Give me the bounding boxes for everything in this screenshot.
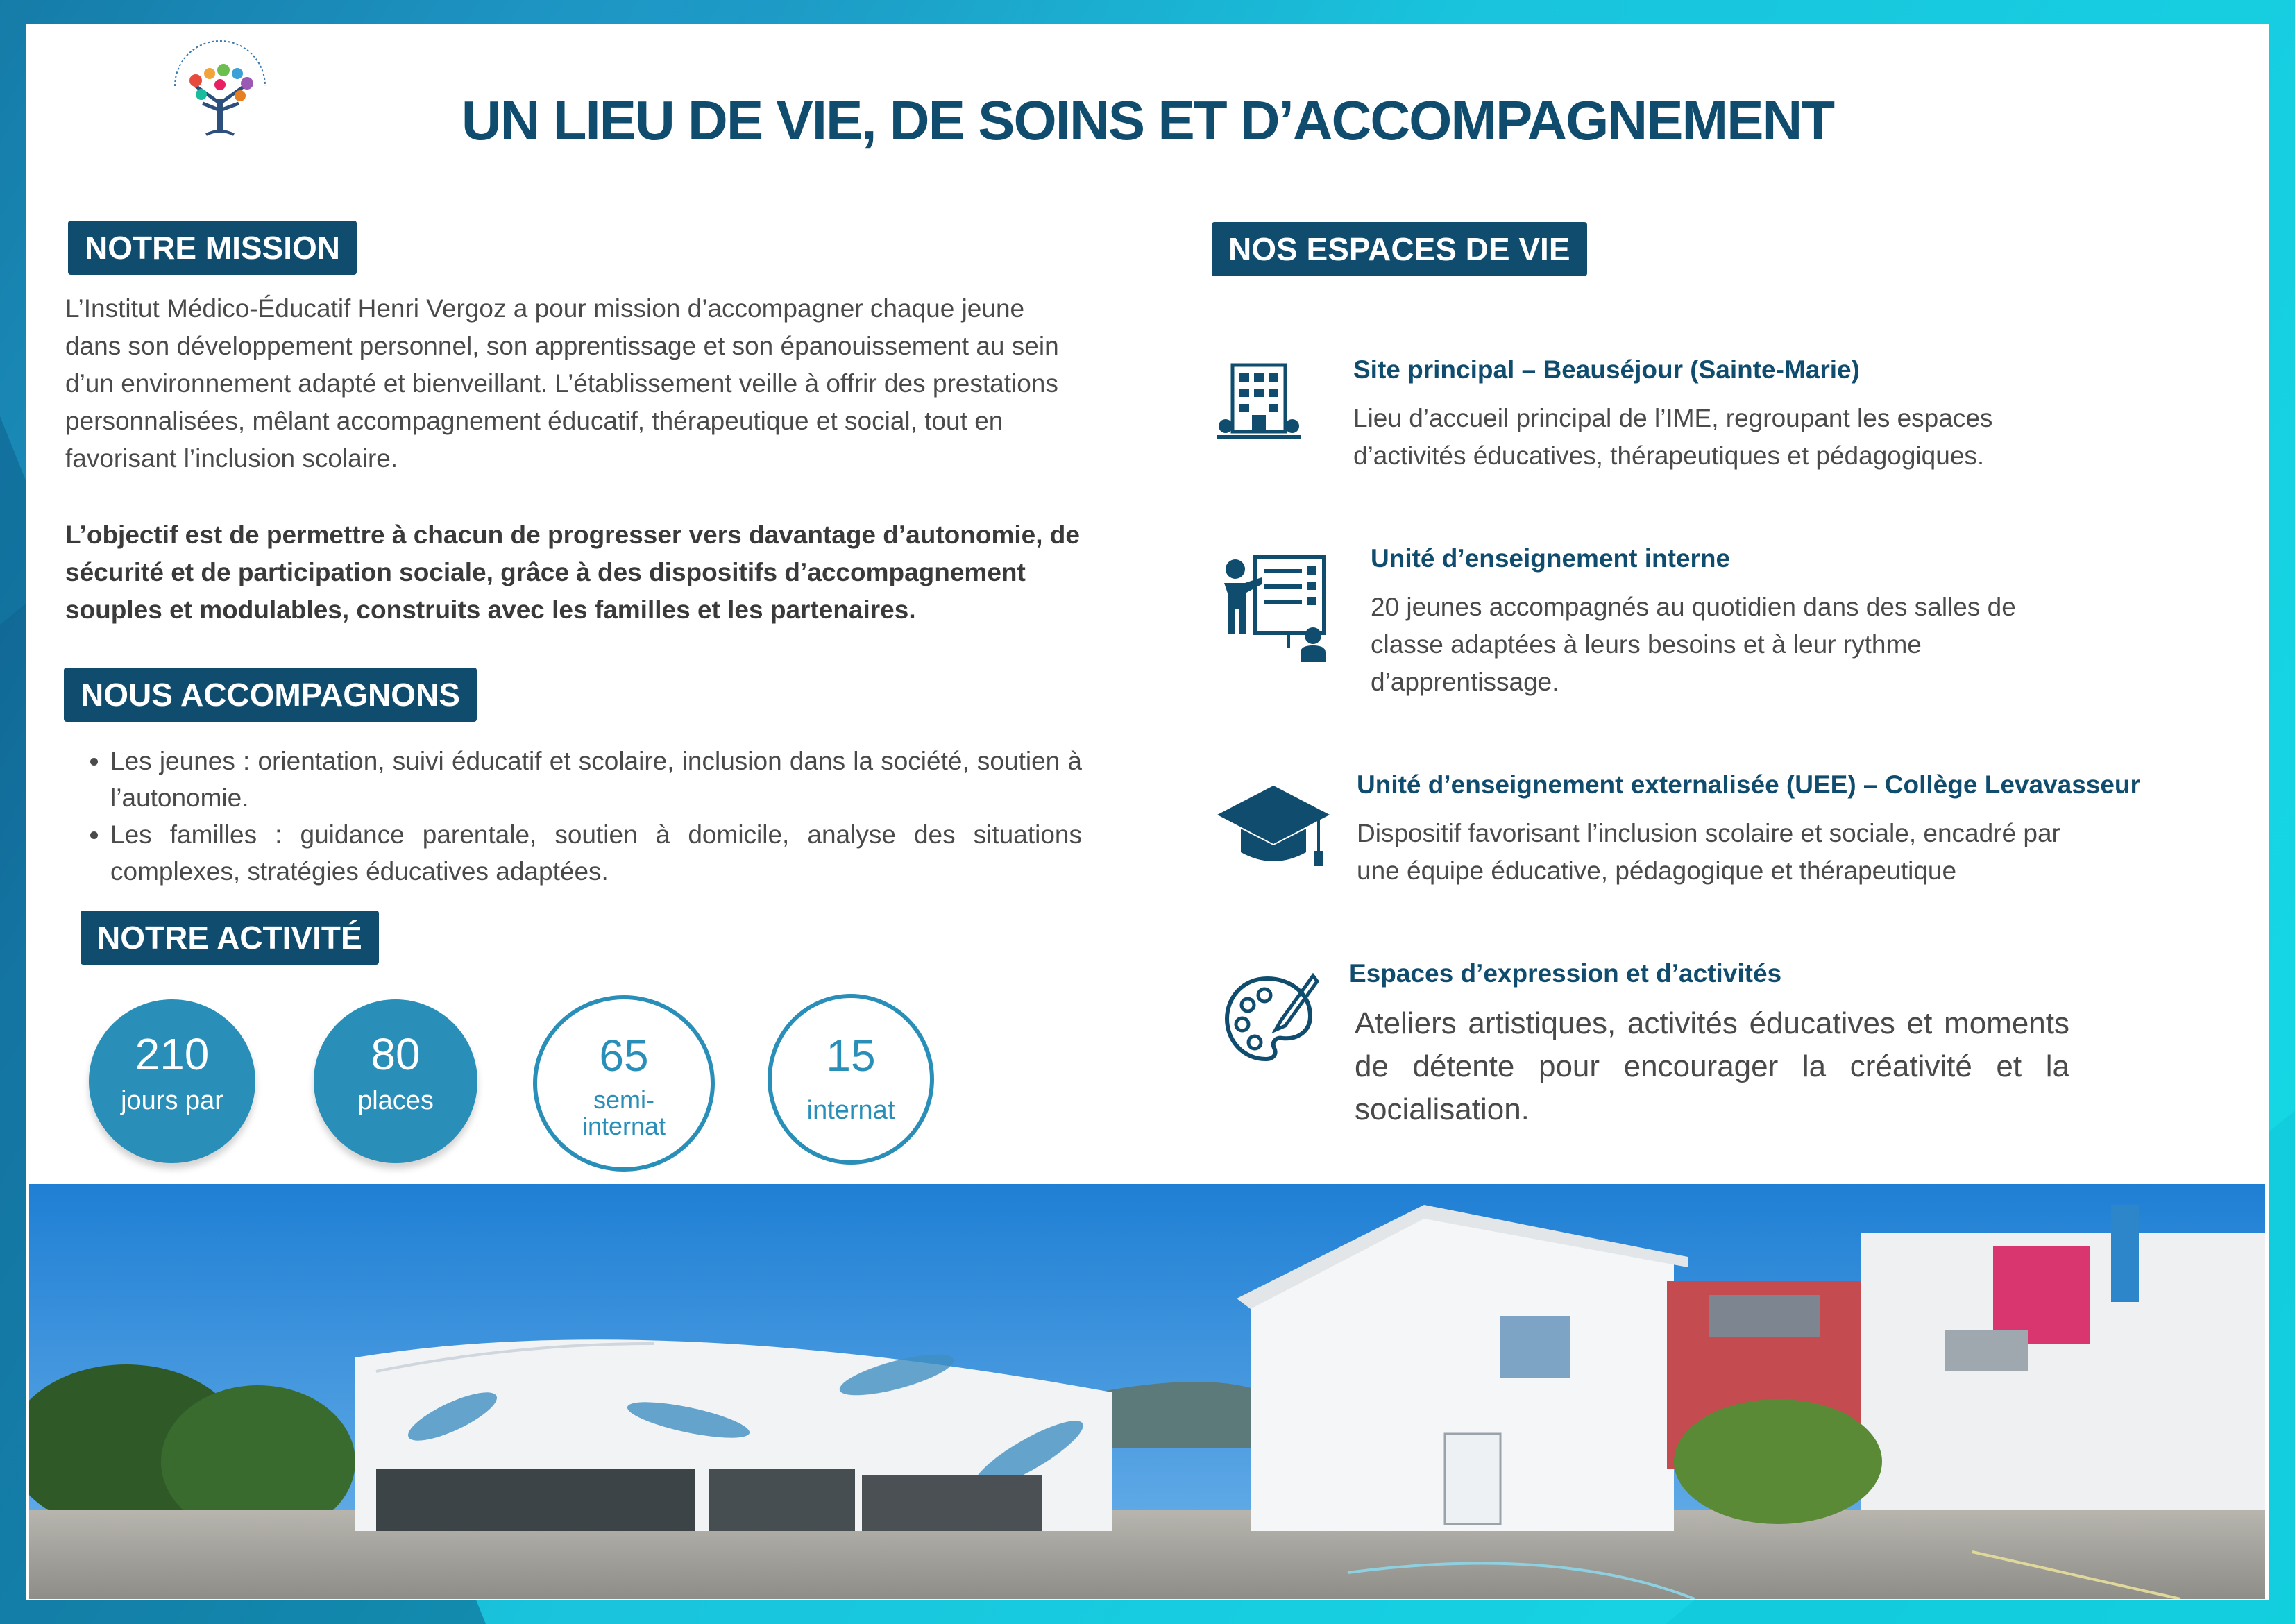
space-desc: Dispositif favorisant l’inclusion scolaire et sociale, encadré par une équipe éducative, pédagogique et thérapeutique	[1357, 819, 2060, 885]
page-title: UN LIEU DE VIE, DE SOINS ET D’ACCOMPAGNEMENT	[461, 90, 1834, 151]
stat-value: 210	[135, 1029, 210, 1079]
stat-value: 80	[371, 1029, 421, 1079]
space-title: Espaces d’expression et d’activités	[1349, 959, 1782, 988]
stat-semi-internat	[533, 995, 715, 1172]
mission-heading: NOTRE MISSION	[68, 221, 357, 275]
stat-value: 15	[826, 1031, 876, 1081]
list-item: • Les familles : guidance parentale, soutien à domicile, analyse des situations complexes, stratégies éducatives adaptées.	[110, 816, 1082, 890]
building-icon	[1216, 360, 1302, 447]
list-item: • Les jeunes : orientation, suivi éducatif et scolaire, inclusion dans la société, soutien à l’autonomie.	[110, 743, 1082, 816]
space-desc: Lieu d’accueil principal de l’IME, regroupant les espaces d’activités éducatives, thérapeutiques et pédagogiques.	[1353, 404, 1993, 470]
graduation-cap-icon	[1214, 783, 1332, 873]
stat-days	[89, 999, 255, 1163]
stat-places	[314, 999, 477, 1163]
activity-heading: NOTRE ACTIVITÉ	[81, 911, 379, 965]
space-title: Unité d’enseignement interne	[1371, 544, 1731, 573]
stat-value: 65	[599, 1031, 649, 1081]
spaces-heading: NOS ESPACES DE VIE	[1212, 222, 1587, 276]
building-panorama-photo	[29, 1184, 2265, 1599]
stat-label: semi- internat	[582, 1085, 666, 1140]
teacher-board-icon	[1220, 552, 1331, 663]
accompany-list	[80, 743, 1082, 890]
space-desc: Ateliers artistiques, activités éducatives et moments de détente pour encourager la créativité et la socialisation.	[1355, 1006, 2069, 1126]
stat-label: internat	[806, 1096, 895, 1125]
mission-objective: L’objectif est de permettre à chacun de progresser vers davantage d’autonomie, de sécurité et de participation sociale, grâce à des dispositifs d’accompagnement souples et modulables, construits avec les familles et les partenaires.	[65, 521, 1080, 624]
space-desc: 20 jeunes accompagnés au quotidien dans des salles de classe adaptées à leurs besoins et à leur rythme d’apprentissage.	[1371, 593, 2016, 696]
space-title: Site principal – Beauséjour (Sainte-Marie)	[1353, 355, 1860, 384]
stat-internat	[768, 994, 934, 1165]
accompany-heading: NOUS ACCOMPAGNONS	[64, 668, 477, 722]
mission-text: L’Institut Médico-Éducatif Henri Vergoz a pour mission d’accompagner chaque jeune dans son développement personnel, son apprentissage et son épanouissement au sein d’un environnement adapté et bienveillant. L’établissement veille à offrir des prestations personnalisées, mêlant accompagnement éducatif, thérapeutique et social, tout en favorisant l’inclusion scolaire.	[65, 294, 1059, 473]
space-title: Unité d’enseignement externalisée (UEE) – Collège Levavasseur	[1357, 770, 2140, 799]
palette-icon	[1221, 972, 1319, 1066]
stat-label: places	[357, 1086, 434, 1115]
stat-label: jours par	[121, 1086, 223, 1115]
